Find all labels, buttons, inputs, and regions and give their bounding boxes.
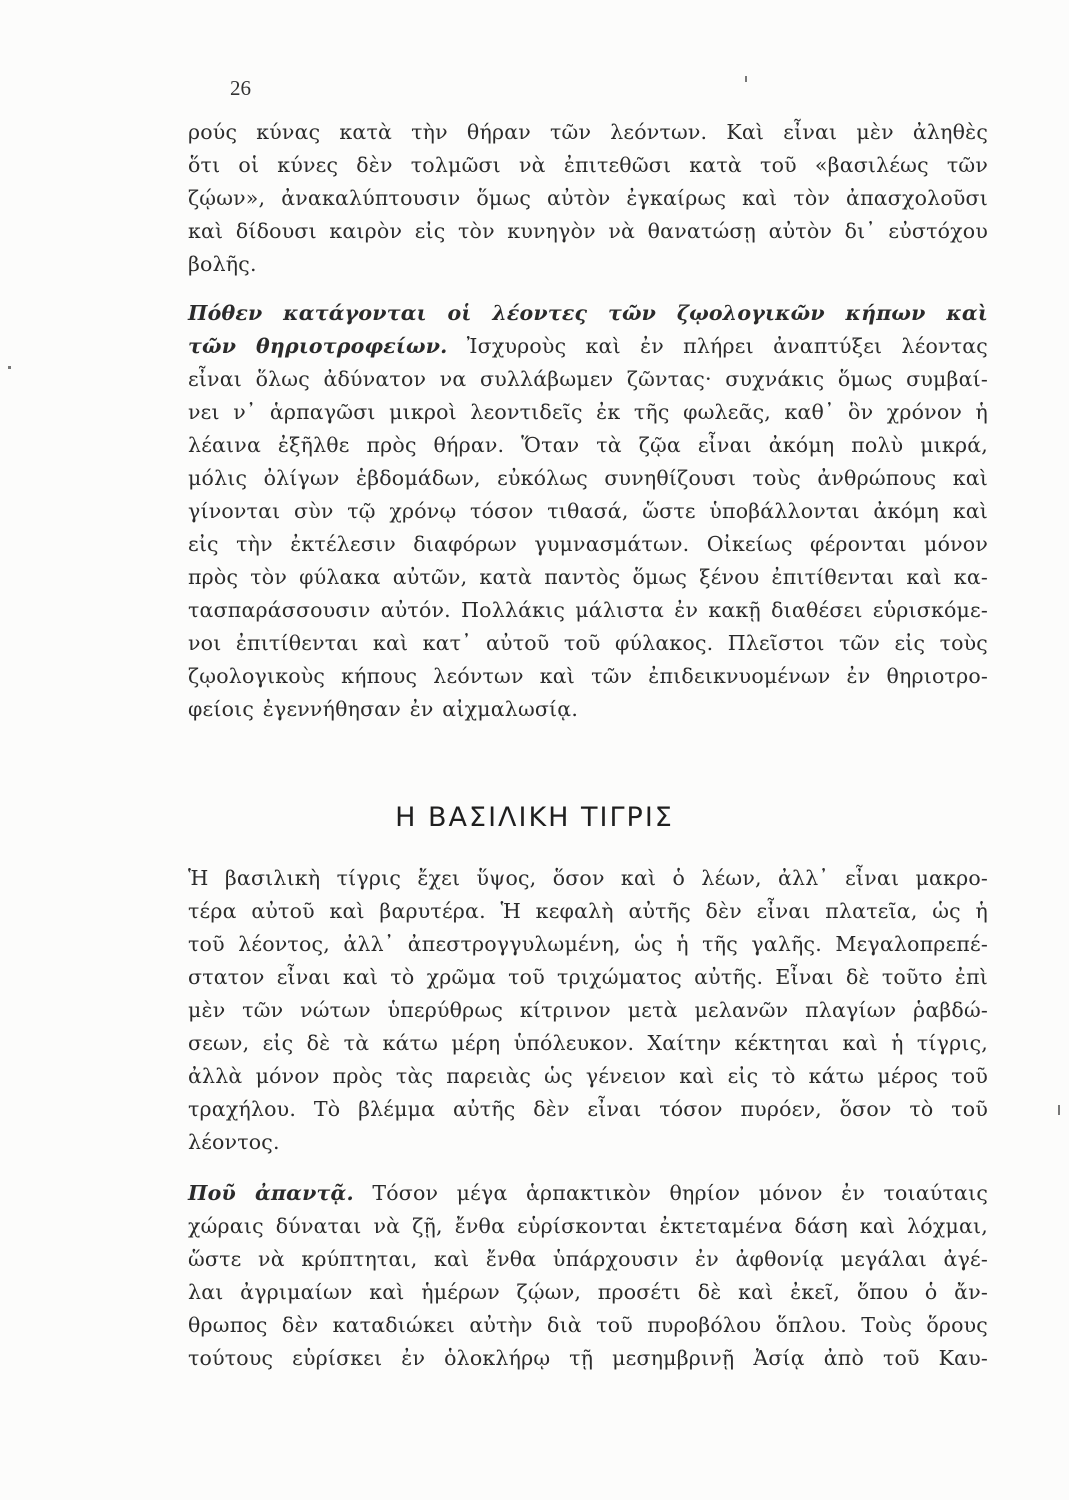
text-line: ρούς κύνας κατὰ τὴν θήραν τῶν λεόντων. Καὶ εἶναι μὲν ἀληθὲς xyxy=(188,120,988,144)
margin-speck xyxy=(8,366,11,369)
text-line: ζῳολογικοὺς κήπους λεόντων καὶ τῶν ἐπιδεικνυομένων ἐν θηριοτρο- xyxy=(188,664,988,688)
text-line: νει ν᾽ ἁρπαγῶσι μικροὶ λεοντιδεῖς ἐκ τῆς φωλεᾶς, καθ᾽ ὃν χρόνον ἡ xyxy=(188,400,988,424)
paragraph-tiger-description xyxy=(188,862,988,1159)
text-line: πρὸς τὸν φύλακα αὐτῶν, κατὰ παντὸς ὅμως ξένου ἐπιτίθενται καὶ κα- xyxy=(188,565,988,589)
paragraph-zoo-lions xyxy=(188,297,988,726)
text-line: εἶναι ὅλως ἀδύνατον να συλλάβωμεν ζῶντας· συχνάκις ὅμως συμβαί- xyxy=(188,367,988,391)
text-line: τασπαράσσουσιν αὐτόν. Πολλάκις μάλιστα ἐν κακῇ διαθέσει εὑρισκόμε- xyxy=(188,598,988,622)
text-line: λέοντος. xyxy=(188,1130,280,1154)
text-line: μὲν τῶν νώτων ὑπερύθρως κίτρινον μετὰ μελανῶν πλαγίων ῥαβδώ- xyxy=(188,998,988,1022)
paragraph-heading: Πόθεν κατάγονται οἱ λέοντες τῶν ζῳολογικῶν κήπων καὶ xyxy=(188,301,988,325)
text-line: φείοις ἐγεννήθησαν ἐν αἰχμαλωσίᾳ. xyxy=(188,697,579,721)
text-segment: Ἰσχυροὺς καὶ ἐν πλήρει ἀναπτύξει λέοντας xyxy=(447,334,988,358)
section-title: Η ΒΑΣΙΛΙΚΗ ΤΙΓΡΙΣ xyxy=(395,802,674,833)
paragraph-heading-end: τῶν θηριοτροφείων. xyxy=(188,334,448,358)
text-line: τούτους εὑρίσκει ἐν ὁλοκλήρῳ τῇ μεσημβρινῇ Ἀσίᾳ ἀπὸ τοῦ Καυ- xyxy=(188,1346,988,1370)
page-number: 26 xyxy=(230,76,251,100)
margin-speck xyxy=(745,76,747,82)
paragraph-lion-hunting xyxy=(188,116,988,281)
text-line: νοι ἐπιτίθενται καὶ κατ᾽ αὐτοῦ τοῦ φύλακος. Πλεῖστοι τῶν εἰς τοὺς xyxy=(188,631,988,655)
text-line: σεων, εἰς δὲ τὰ κάτω μέρη ὑπόλευκον. Χαίτην κέκτηται καὶ ἡ τίγρις, xyxy=(188,1031,988,1055)
text-line: βολῆς. xyxy=(188,252,257,276)
text-line: τραχήλου. Τὸ βλέμμα αὐτῆς δὲν εἶναι τόσον πυρόεν, ὅσον τὸ τοῦ xyxy=(188,1097,988,1121)
text-line: Ἡ βασιλικὴ τίγρις ἔχει ὕψος, ὅσον καὶ ὁ λέων, ἀλλ᾽ εἶναι μακρο- xyxy=(188,866,988,890)
text-line: τοῦ λέοντος, ἀλλ᾽ ἀπεστρογγυλωμένη, ὡς ἡ τῆς γαλῆς. Μεγαλοπρεπέ- xyxy=(188,932,988,956)
text-line: χώραις δύναται νὰ ζῇ, ἔνθα εὑρίσκονται ἐκτεταμένα δάση καὶ λόχμαι, xyxy=(188,1214,988,1238)
text-line xyxy=(188,330,988,363)
text-line: ὅτι οἱ κύνες δὲν τολμῶσι νὰ ἐπιτεθῶσι κατὰ τοῦ «βασιλέως τῶν xyxy=(188,153,988,177)
text-line: λέαινα ἐξῆλθε πρὸς θήραν. Ὅταν τὰ ζῷα εἶναι ἀκόμη πολὺ μικρά, xyxy=(188,433,988,457)
text-line: ὥστε νὰ κρύπτηται, καὶ ἔνθα ὑπάρχουσιν ἐν ἀφθονίᾳ μεγάλαι ἀγέ- xyxy=(188,1247,988,1271)
text-line: καὶ δίδουσι καιρὸν εἰς τὸν κυνηγὸν νὰ θανατώσῃ αὐτὸν δι᾽ εὐστόχου xyxy=(188,219,988,243)
margin-speck xyxy=(1058,1105,1060,1115)
paragraph-heading: Ποῦ ἀπαντᾷ. xyxy=(188,1181,354,1205)
text-line: λαι ἀγριμαίων καὶ ἡμέρων ζῴων, προσέτι δὲ καὶ ἐκεῖ, ὅπου ὁ ἄν- xyxy=(188,1280,988,1304)
text-line: γίνονται σὺν τῷ χρόνῳ τόσον τιθασά, ὥστε ὑποβάλλονται ἀκόμη καὶ xyxy=(188,499,988,523)
text-line: θρωπος δὲν καταδιώκει αὐτὴν διὰ τοῦ πυροβόλου ὅπλου. Τοὺς ὅρους xyxy=(188,1313,988,1337)
paragraph-tiger-habitat xyxy=(188,1177,988,1375)
text-line: στατον εἶναι καὶ τὸ χρῶμα τοῦ τριχώματος αὐτῆς. Εἶναι δὲ τοῦτο ἐπὶ xyxy=(188,965,988,989)
text-line: τέρα αὐτοῦ καὶ βαρυτέρα. Ἡ κεφαλὴ αὐτῆς δὲν εἶναι πλατεῖα, ὡς ἡ xyxy=(188,899,988,923)
text-line: εἰς τὴν ἐκτέλεσιν διαφόρων γυμνασμάτων. Οἰκείως φέρονται μόνον xyxy=(188,532,988,556)
text-segment: Τόσον μέγα ἁρπακτικὸν θηρίον μόνον ἐν τοιαύταις xyxy=(353,1181,989,1205)
text-line: μόλις ὀλίγων ἑβδομάδων, εὐκόλως συνηθίζουσι τοὺς ἀνθρώπους καὶ xyxy=(188,466,988,490)
text-line: ζῴων», ἀνακαλύπτουσιν ὅμως αὐτὸν ἐγκαίρως καὶ τὸν ἀπασχολοῦσι xyxy=(188,186,988,210)
text-line: ἀλλὰ μόνον πρὸς τὰς παρειὰς ὡς γένειον καὶ εἰς τὸ κάτω μέρος τοῦ xyxy=(188,1064,988,1088)
text-line xyxy=(188,1177,988,1210)
